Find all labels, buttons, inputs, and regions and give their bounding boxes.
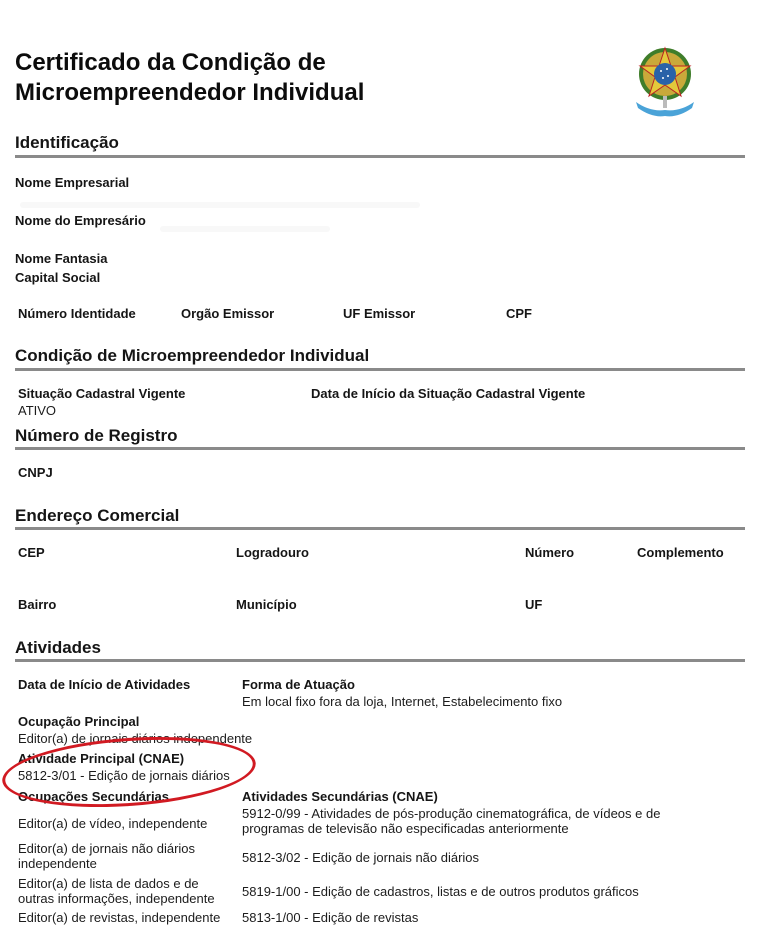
data-inicio-situacao-label: Data de Início da Situação Cadastral Vigente [311, 386, 586, 401]
ocupacao-secundaria-line: independente [18, 856, 97, 871]
ocupacao-secundaria-item [18, 841, 195, 871]
nome-empresario-label: Nome do Empresário [15, 213, 146, 228]
ocupacao-secundaria-item: Editor(a) de revistas, independente [18, 910, 221, 925]
atividade-secundaria-line: 5912-0/99 - Atividades de pós-produção cinematográfica, de vídeos e de [242, 806, 661, 821]
ocupacao-secundaria-line: Editor(a) de jornais não diários [18, 841, 196, 856]
uf-emissor-label: UF Emissor [343, 306, 416, 321]
atividade-secundaria-item: 5812-3/02 - Edição de jornais não diários [242, 850, 480, 865]
section-divider [15, 527, 745, 530]
ocupacao-secundaria-item [18, 876, 215, 906]
ocupacao-secundaria-line: Editor(a) de lista de dados e de [18, 876, 199, 891]
data-inicio-atividades-label: Data de Início de Atividades [18, 677, 191, 692]
capital-social-label: Capital Social [15, 270, 101, 285]
ocupacao-principal-label: Ocupação Principal [18, 714, 140, 729]
numero-identidade-label: Número Identidade [18, 306, 136, 321]
atividade-secundaria-item [242, 806, 660, 836]
atividade-secundaria-line: programas de televisão não especificadas anteriormente [242, 821, 569, 836]
atividades-secundarias-label: Atividades Secundárias (CNAE) [242, 789, 438, 804]
ocupacao-secundaria-line: outras informações, independente [18, 891, 215, 906]
ocupacoes-secundarias-label: Ocupações Secundárias [18, 789, 170, 804]
title-line-2: Microempreendedor Individual [15, 79, 365, 106]
nome-fantasia-label: Nome Fantasia [15, 251, 108, 266]
numero-label: Número [525, 545, 575, 560]
redacted-value [160, 226, 330, 232]
section-divider [15, 155, 745, 158]
section-endereco-heading: Endereço Comercial [15, 506, 180, 525]
forma-atuacao-label: Forma de Atuação [242, 677, 355, 692]
nome-empresarial-label: Nome Empresarial [15, 175, 130, 190]
cnpj-label: CNPJ [18, 465, 53, 480]
atividade-principal-value: 5812-3/01 - Edição de jornais diários [18, 768, 230, 783]
section-registro-heading: Número de Registro [15, 426, 178, 445]
section-divider [15, 447, 745, 450]
ocupacao-secundaria-item: Editor(a) de vídeo, independente [18, 816, 208, 831]
municipio-label: Município [236, 597, 297, 612]
atividade-principal-label: Atividade Principal (CNAE) [18, 751, 185, 766]
orgao-emissor-label: Orgão Emissor [181, 306, 275, 321]
document-title [15, 48, 364, 108]
section-divider [15, 659, 745, 662]
redacted-value [20, 202, 420, 208]
section-identificacao-heading: Identificação [15, 133, 119, 152]
cep-label: CEP [18, 545, 45, 560]
forma-atuacao-value: Em local fixo fora da loja, Internet, Estabelecimento fixo [242, 694, 563, 709]
uf-label: UF [525, 597, 543, 612]
complemento-label: Complemento [637, 545, 724, 560]
bairro-label: Bairro [18, 597, 57, 612]
ocupacao-principal-value: Editor(a) de jornais diários independente [18, 731, 253, 746]
section-divider [15, 368, 745, 371]
situacao-cadastral-label: Situação Cadastral Vigente [18, 386, 186, 401]
atividade-secundaria-item: 5819-1/00 - Edição de cadastros, listas e de outros produtos gráficos [242, 884, 639, 899]
atividade-secundaria-item: 5813-1/00 - Edição de revistas [242, 910, 419, 925]
cpf-label: CPF [506, 306, 532, 321]
logradouro-label: Logradouro [236, 545, 309, 560]
situacao-cadastral-value: ATIVO [18, 403, 57, 418]
section-atividades-heading: Atividades [15, 638, 101, 657]
coat-of-arms-icon [630, 40, 700, 120]
title-line-1: Certificado da Condição de [15, 49, 326, 76]
section-condicao-heading: Condição de Microempreendedor Individual [15, 346, 370, 365]
